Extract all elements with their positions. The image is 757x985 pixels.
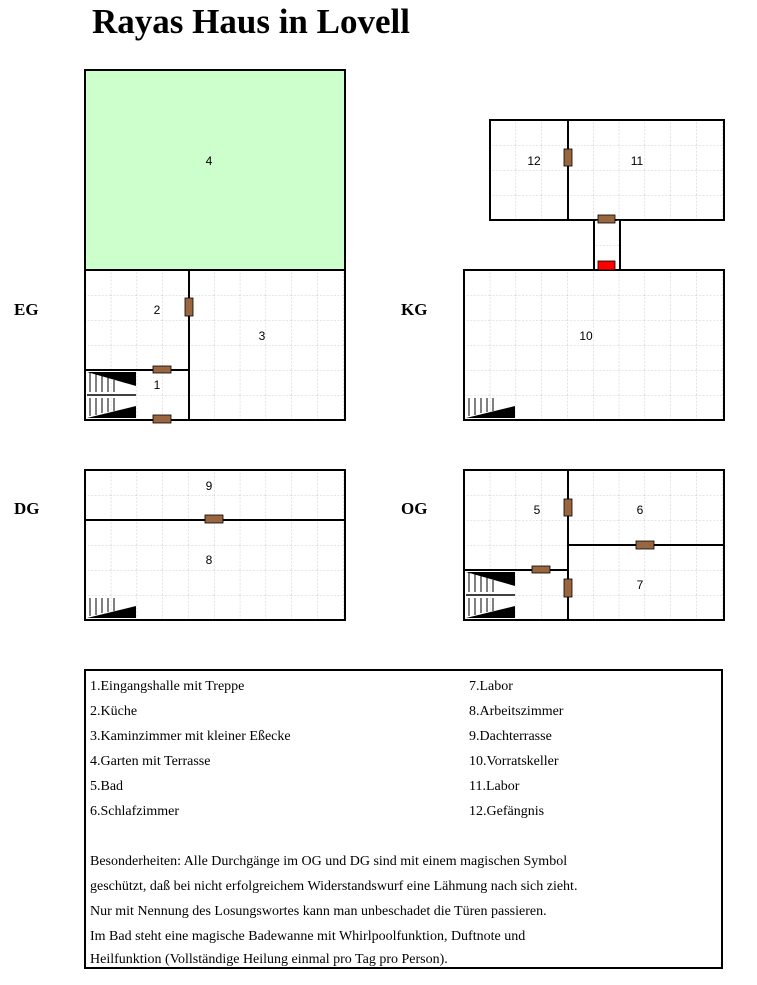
room-number: 1 (153, 378, 161, 392)
door (636, 541, 654, 549)
door (564, 579, 572, 597)
room-number: 10 (579, 329, 593, 343)
legend-item: 1.Eingangshalle mit Treppe (90, 679, 245, 694)
door (564, 499, 572, 516)
door (564, 149, 572, 166)
door (153, 415, 171, 423)
legend-item: 10.Vorratskeller (469, 754, 559, 769)
floor-kg (464, 120, 724, 420)
floor-label-eg: EG (14, 300, 39, 319)
eg-grid (85, 270, 345, 420)
kg-grid-bottom (464, 270, 724, 420)
notes-line: Heilfunktion (Vollständige Heilung einmal pro Tag pro Person). (90, 952, 448, 967)
room-number: 7 (636, 578, 644, 592)
floor-dg (85, 470, 345, 620)
room-number: 2 (153, 303, 161, 317)
room-number: 6 (636, 503, 644, 517)
notes-line: Besonderheiten: Alle Durchgänge im OG und DG sind mit einem magischen Symbol (90, 854, 568, 869)
legend-item: 5.Bad (90, 779, 124, 794)
legend-item: 6.Schlafzimmer (90, 804, 180, 819)
door (153, 366, 171, 373)
kg-grid-top (490, 120, 724, 220)
legend-item: 9.Dachterrasse (469, 729, 552, 744)
floor-label-dg: DG (14, 499, 40, 518)
legend-item: 3.Kaminzimmer mit kleiner Eßecke (90, 729, 291, 744)
legend-item: 8.Arbeitszimmer (469, 704, 564, 719)
room-number: 5 (533, 503, 541, 517)
legend-item: 7.Labor (469, 679, 513, 694)
room-number: 3 (258, 329, 266, 343)
legend-item: 12.Gefängnis (469, 804, 545, 819)
legend-item: 11.Labor (469, 779, 520, 794)
legend-item: 4.Garten mit Terrasse (90, 754, 211, 769)
floor-label-kg: KG (401, 300, 428, 319)
floor-eg (85, 70, 345, 423)
notes-line: geschützt, daß bei nicht erfolgreichem Widerstandswurf eine Lähmung nach sich zieht. (90, 879, 578, 894)
room-number: 8 (205, 553, 213, 567)
floor-label-og: OG (401, 499, 428, 518)
legend-item: 2.Küche (90, 704, 138, 719)
room-number: 4 (205, 154, 213, 168)
room-number: 11 (630, 154, 644, 168)
legend-box (84, 669, 723, 969)
notes-line: Im Bad steht eine magische Badewanne mit Whirlpoolfunktion, Duftnote und (90, 929, 526, 944)
room-number: 9 (205, 479, 213, 493)
red-marker (598, 261, 615, 270)
door (532, 566, 550, 573)
door (185, 298, 193, 316)
floor-og (464, 470, 724, 620)
map-title: Rayas Haus in Lovell (92, 2, 410, 41)
dg-grid (85, 470, 345, 620)
door (598, 215, 615, 223)
door (205, 515, 223, 523)
room-4-garden (85, 70, 345, 270)
notes-line: Nur mit Nennung des Losungswortes kann man unbeschadet die Türen passieren. (90, 904, 547, 919)
room-number: 12 (527, 154, 541, 168)
